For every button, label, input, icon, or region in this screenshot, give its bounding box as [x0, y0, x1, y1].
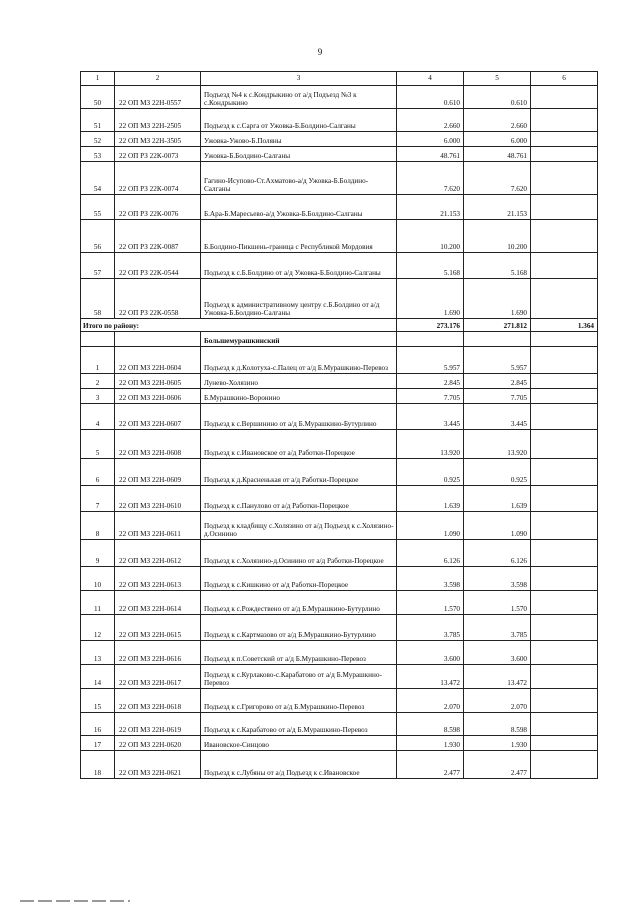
column-number: 4 [397, 72, 464, 86]
row-number: 14 [81, 665, 115, 689]
road-code: 22 ОП МЗ 22Н-3505 [115, 132, 201, 147]
row-number: 18 [81, 751, 115, 779]
length-total: 13.472 [397, 665, 464, 689]
road-code: 22 ОП МЗ 22Н-0613 [115, 567, 201, 591]
length-column-6 [531, 404, 598, 430]
column-number: 3 [201, 72, 397, 86]
length-column-5: 3.785 [464, 615, 531, 641]
row-number: 17 [81, 736, 115, 751]
column-number: 1 [81, 72, 115, 86]
length-column-6 [531, 86, 598, 109]
table-row [81, 279, 598, 319]
district-heading-row [81, 332, 598, 347]
length-total: 6.000 [397, 132, 464, 147]
road-code: 22 ОП РЗ 22К-0074 [115, 162, 201, 195]
length-column-5: 2.845 [464, 374, 531, 389]
road-name: Б.Мурашкино-Воронино [201, 389, 397, 404]
length-total: 3.600 [397, 641, 464, 665]
row-number: 2 [81, 374, 115, 389]
road-name: Ужовка-Ужово-Б.Поляны [201, 132, 397, 147]
empty-cell [397, 332, 464, 347]
row-number: 13 [81, 641, 115, 665]
length-column-6 [531, 512, 598, 540]
road-code: 22 ОП МЗ 22Н-0557 [115, 86, 201, 109]
road-name: Подъезд к п.Советский от а/д Б.Мурашкино-Перевоз [201, 641, 397, 665]
length-total: 48.761 [397, 147, 464, 162]
table-row [81, 347, 598, 374]
length-total: 0.925 [397, 459, 464, 486]
road-code: 22 ОП МЗ 22Н-0605 [115, 374, 201, 389]
length-total: 7.705 [397, 389, 464, 404]
table-row [81, 540, 598, 567]
length-column-6 [531, 430, 598, 459]
table-row [81, 751, 598, 779]
length-column-5: 2.660 [464, 109, 531, 132]
row-number: 58 [81, 279, 115, 319]
length-column-5: 10.200 [464, 220, 531, 253]
road-name: Б.Болдино-Пикшень-граница с Республикой Мордовия [201, 220, 397, 253]
column-number-header-row [81, 72, 598, 86]
length-column-6 [531, 132, 598, 147]
row-number: 56 [81, 220, 115, 253]
row-number: 57 [81, 253, 115, 279]
length-column-6 [531, 665, 598, 689]
length-total: 1.639 [397, 486, 464, 512]
road-code: 22 ОП МЗ 22Н-0615 [115, 615, 201, 641]
total-value-4: 273.176 [397, 319, 464, 332]
length-column-6 [531, 591, 598, 615]
length-column-5: 3.600 [464, 641, 531, 665]
length-total: 13.920 [397, 430, 464, 459]
empty-cell [464, 332, 531, 347]
length-total: 2.660 [397, 109, 464, 132]
road-code: 22 ОП МЗ 22Н-0611 [115, 512, 201, 540]
road-name: Подъезд к с.Григорово от а/д Б.Мурашкино-Перевоз [201, 689, 397, 713]
length-total: 0.610 [397, 86, 464, 109]
length-column-5: 13.920 [464, 430, 531, 459]
page-number: 9 [317, 47, 323, 57]
length-column-5: 0.610 [464, 86, 531, 109]
road-name: Подъезд к с.Картмазово от а/д Б.Мурашкино-Бутурлино [201, 615, 397, 641]
road-code: 22 ОП РЗ 22К-0087 [115, 220, 201, 253]
length-total: 1.090 [397, 512, 464, 540]
road-code: 22 ОП МЗ 22Н-2505 [115, 109, 201, 132]
total-label: Итого по району: [81, 319, 397, 332]
road-name: Лунево-Холязино [201, 374, 397, 389]
row-number: 9 [81, 540, 115, 567]
length-column-6 [531, 195, 598, 220]
road-code: 22 ОП МЗ 22Н-0618 [115, 689, 201, 713]
table-row [81, 195, 598, 220]
table-row [81, 615, 598, 641]
table-row [81, 459, 598, 486]
road-code: 22 ОП РЗ 22К-0558 [115, 279, 201, 319]
total-value-5: 271.812 [464, 319, 531, 332]
road-name: Подъезд к с.Рождествено от а/д Б.Мурашкино-Бутурлино [201, 591, 397, 615]
table-row [81, 253, 598, 279]
length-column-5: 2.070 [464, 689, 531, 713]
length-column-5: 1.690 [464, 279, 531, 319]
length-total: 5.957 [397, 347, 464, 374]
empty-cell [115, 332, 201, 347]
length-total: 3.598 [397, 567, 464, 591]
length-total: 8.598 [397, 713, 464, 736]
row-number: 8 [81, 512, 115, 540]
road-name: Гагино-Исупово-Ст.Ахматово-а/д Ужовка-Б.Болдино-Салганы [201, 162, 397, 195]
empty-cell [81, 332, 115, 347]
road-name: Ивановское-Синцово [201, 736, 397, 751]
road-name: Подъезд к с.Панулово от а/д Работки-Порецкое [201, 486, 397, 512]
length-column-6 [531, 220, 598, 253]
length-column-6 [531, 374, 598, 389]
length-column-6 [531, 147, 598, 162]
length-total: 7.620 [397, 162, 464, 195]
row-number: 4 [81, 404, 115, 430]
table-row [81, 404, 598, 430]
length-column-6 [531, 641, 598, 665]
length-column-6 [531, 615, 598, 641]
row-number: 6 [81, 459, 115, 486]
table-row [81, 665, 598, 689]
road-code: 22 ОП РЗ 22К-0076 [115, 195, 201, 220]
row-number: 10 [81, 567, 115, 591]
length-column-6 [531, 162, 598, 195]
length-total: 3.785 [397, 615, 464, 641]
district-name: Большемурашкинский [201, 332, 397, 347]
row-number: 7 [81, 486, 115, 512]
length-column-6 [531, 689, 598, 713]
length-column-6 [531, 540, 598, 567]
road-name: Подъезд к с.Вершинино от а/д Б.Мурашкино-Бутурлино [201, 404, 397, 430]
row-number: 15 [81, 689, 115, 713]
road-code: 22 ОП РЗ 22К-0073 [115, 147, 201, 162]
table-row [81, 132, 598, 147]
table-row [81, 389, 598, 404]
length-column-5: 5.957 [464, 347, 531, 374]
row-number: 53 [81, 147, 115, 162]
roads-register-table [80, 71, 598, 779]
table-row [81, 86, 598, 109]
road-code: 22 ОП МЗ 22Н-0604 [115, 347, 201, 374]
row-number: 50 [81, 86, 115, 109]
length-column-6 [531, 459, 598, 486]
table-row [81, 689, 598, 713]
length-total: 1.930 [397, 736, 464, 751]
table-row [81, 220, 598, 253]
road-name: Подъезд к административному центру с.Б.Болдино от а/д Ужовка-Б.Болдино-Салганы [201, 279, 397, 319]
length-total: 6.126 [397, 540, 464, 567]
road-code: 22 ОП МЗ 22Н-0614 [115, 591, 201, 615]
road-code: 22 ОП МЗ 22Н-0608 [115, 430, 201, 459]
length-column-6 [531, 279, 598, 319]
length-total: 10.200 [397, 220, 464, 253]
length-total: 21.153 [397, 195, 464, 220]
length-column-5: 0.925 [464, 459, 531, 486]
table-row [81, 512, 598, 540]
road-code: 22 ОП МЗ 22Н-0620 [115, 736, 201, 751]
row-number: 16 [81, 713, 115, 736]
table-row [81, 567, 598, 591]
row-number: 3 [81, 389, 115, 404]
length-column-6 [531, 567, 598, 591]
road-name: Подъезд к с.Лубяны от а/д Подъезд к с.Ивановское [201, 751, 397, 779]
road-code: 22 ОП МЗ 22Н-0621 [115, 751, 201, 779]
road-code: 22 ОП МЗ 22Н-0607 [115, 404, 201, 430]
length-column-5: 1.570 [464, 591, 531, 615]
length-total: 2.477 [397, 751, 464, 779]
row-number: 55 [81, 195, 115, 220]
row-number: 5 [81, 430, 115, 459]
column-number: 6 [531, 72, 598, 86]
table-row [81, 109, 598, 132]
total-value-6: 1.364 [531, 319, 598, 332]
length-column-5: 7.620 [464, 162, 531, 195]
length-column-6 [531, 486, 598, 512]
road-name: Подъезд к д.Красненькая от а/д Работки-Порецкое [201, 459, 397, 486]
length-column-5: 13.472 [464, 665, 531, 689]
length-column-5: 7.705 [464, 389, 531, 404]
table-row [81, 486, 598, 512]
length-column-5: 21.153 [464, 195, 531, 220]
road-name: Подъезд к с.Кишкино от а/д Работки-Порецкое [201, 567, 397, 591]
length-total: 2.845 [397, 374, 464, 389]
road-name: Подъезд к с.Холязино-д.Осинино от а/д Работки-Порецкое [201, 540, 397, 567]
road-name: Ужовка-Б.Болдино-Салганы [201, 147, 397, 162]
table-row [81, 641, 598, 665]
row-number: 52 [81, 132, 115, 147]
road-code: 22 ОП МЗ 22Н-0610 [115, 486, 201, 512]
road-code: 22 ОП МЗ 22Н-0606 [115, 389, 201, 404]
row-number: 51 [81, 109, 115, 132]
road-name: Подъезд к с.Курлаково-с.Карабатово от а/д Б.Мурашкино-Перевоз [201, 665, 397, 689]
column-number: 2 [115, 72, 201, 86]
length-column-6 [531, 389, 598, 404]
road-name: Подъезд к кладбищу с.Холязино от а/д Подъезд к с.Холязино-д.Осинино [201, 512, 397, 540]
table-row [81, 430, 598, 459]
road-name: Подъезд №4 к с.Кондрыкино от а/д Подъезд №3 к с.Кондрыкино [201, 86, 397, 109]
length-total: 1.690 [397, 279, 464, 319]
length-total: 1.570 [397, 591, 464, 615]
length-column-6 [531, 736, 598, 751]
length-column-5: 1.639 [464, 486, 531, 512]
district-total-row [81, 319, 598, 332]
length-column-5: 3.598 [464, 567, 531, 591]
length-column-5: 2.477 [464, 751, 531, 779]
row-number: 11 [81, 591, 115, 615]
length-column-6 [531, 347, 598, 374]
length-column-5: 1.930 [464, 736, 531, 751]
road-code: 22 ОП МЗ 22Н-0616 [115, 641, 201, 665]
road-name: Подъезд к с.Карабатово от а/д Б.Мурашкино-Перевоз [201, 713, 397, 736]
table-row [81, 591, 598, 615]
length-column-5: 6.000 [464, 132, 531, 147]
length-column-5: 8.598 [464, 713, 531, 736]
length-column-6 [531, 253, 598, 279]
length-column-6 [531, 109, 598, 132]
road-name: Б.Ара-Б.Маресьево-а/д Ужовка-Б.Болдино-Салганы [201, 195, 397, 220]
length-column-5: 48.761 [464, 147, 531, 162]
road-name: Подъезд к с.Сарга от Ужовка-Б.Болдино-Салганы [201, 109, 397, 132]
road-code: 22 ОП МЗ 22Н-0619 [115, 713, 201, 736]
row-number: 12 [81, 615, 115, 641]
empty-cell [531, 332, 598, 347]
road-name: Подъезд к с.Б.Болдино от а/д Ужовка-Б.Болдино-Салганы [201, 253, 397, 279]
road-code: 22 ОП МЗ 22Н-0609 [115, 459, 201, 486]
length-column-5: 5.168 [464, 253, 531, 279]
length-total: 2.070 [397, 689, 464, 713]
road-code: 22 ОП РЗ 22К-0544 [115, 253, 201, 279]
length-column-5: 6.126 [464, 540, 531, 567]
row-number: 54 [81, 162, 115, 195]
road-code: 22 ОП МЗ 22Н-0612 [115, 540, 201, 567]
row-number: 1 [81, 347, 115, 374]
length-column-6 [531, 751, 598, 779]
length-column-6 [531, 713, 598, 736]
table-row [81, 162, 598, 195]
road-code: 22 ОП МЗ 22Н-0617 [115, 665, 201, 689]
bottom-scan-artifact [20, 900, 130, 902]
table-body [81, 72, 598, 779]
length-total: 5.168 [397, 253, 464, 279]
column-number: 5 [464, 72, 531, 86]
table-row [81, 147, 598, 162]
table-row [81, 736, 598, 751]
table-row [81, 374, 598, 389]
length-column-5: 1.090 [464, 512, 531, 540]
road-name: Подъезд к с.Ивановское от а/д Работки-Порецкое [201, 430, 397, 459]
road-name: Подъезд к д.Колотуха-с.Палец от а/д Б.Мурашкино-Перевоз [201, 347, 397, 374]
length-total: 3.445 [397, 404, 464, 430]
table-row [81, 713, 598, 736]
length-column-5: 3.445 [464, 404, 531, 430]
